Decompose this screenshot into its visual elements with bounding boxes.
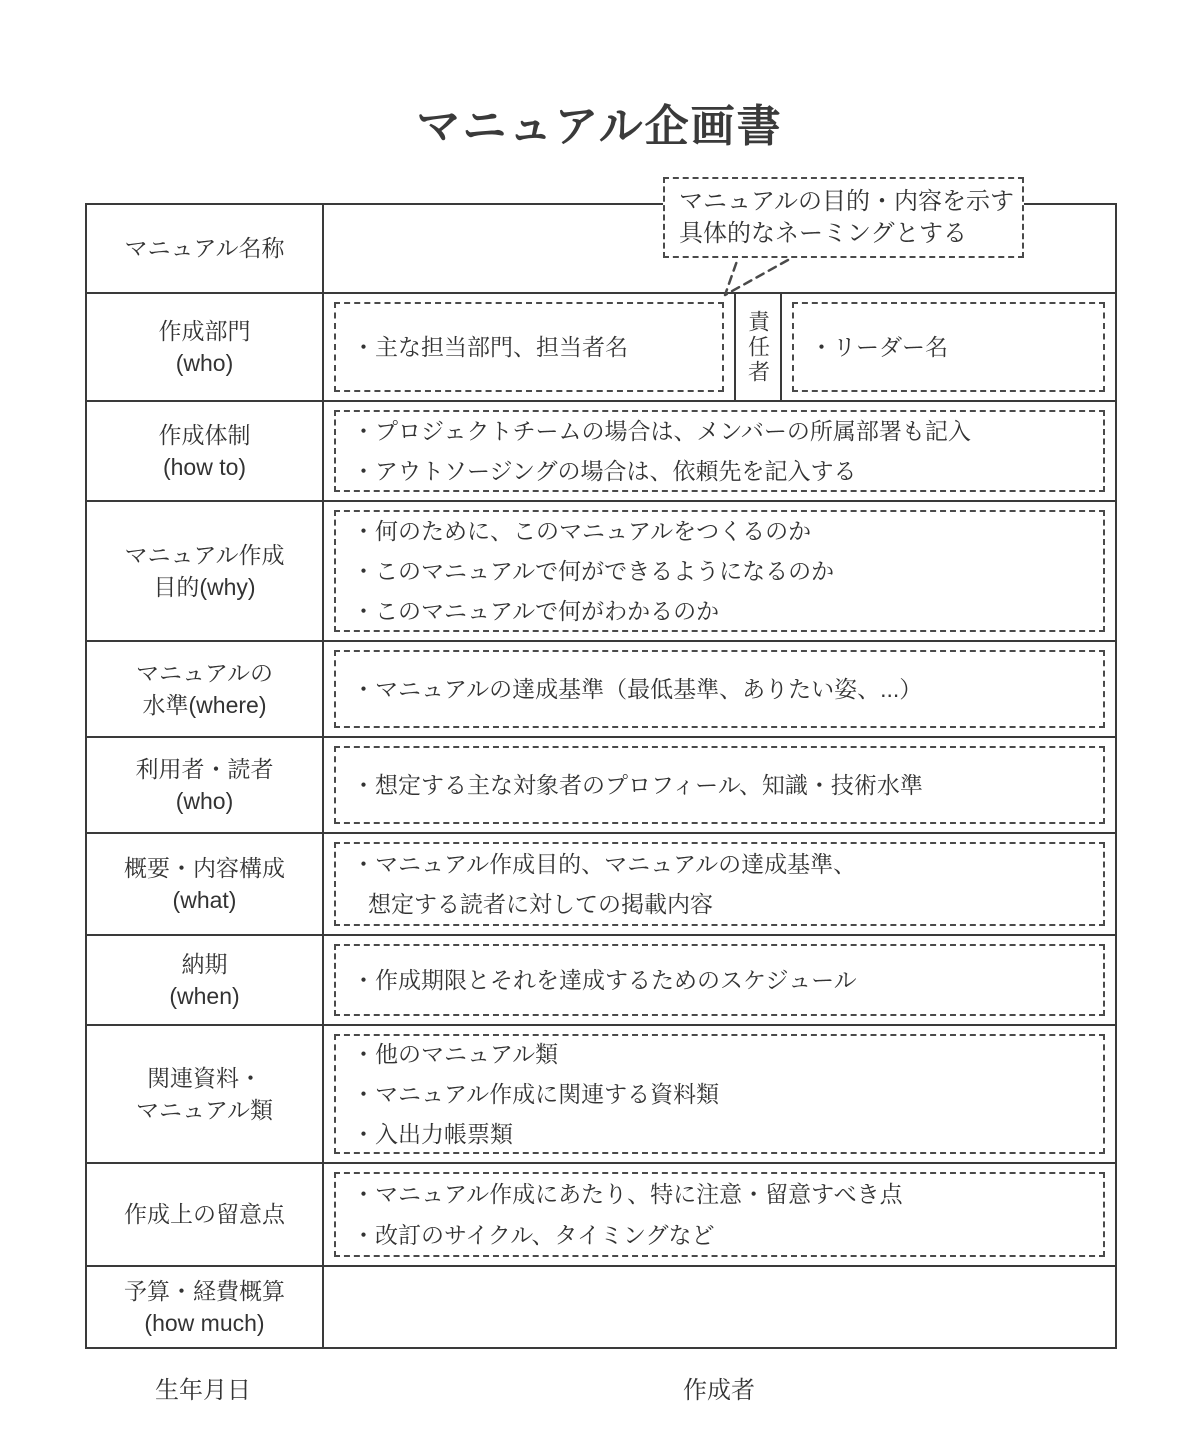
label-line: 予算・経費概算 <box>124 1277 285 1304</box>
label-line: 作成体制 <box>158 421 251 448</box>
label-line: 水準(where) <box>142 692 267 718</box>
box-line: ・このマニュアルで何ができるようになるのか <box>352 557 835 584</box>
row-readers <box>87 736 1115 832</box>
structure-content-cell <box>324 402 1115 500</box>
label-line: (who) <box>175 788 234 814</box>
callout-tail-icon <box>700 256 800 302</box>
related-materials-hint-box <box>334 1034 1105 1154</box>
box-line: ・何のために、このマニュアルをつくるのか <box>352 517 812 544</box>
label-level <box>87 642 324 736</box>
box-line: 想定する読者に対しての掲載内容 <box>368 891 713 917</box>
label-purpose <box>87 502 324 640</box>
planning-table <box>85 203 1117 1349</box>
page-title: マニュアル企画書 <box>416 102 783 151</box>
label-deadline <box>87 936 324 1024</box>
row-level <box>87 640 1115 736</box>
related-materials-content-cell <box>324 1026 1115 1162</box>
label-manual-name <box>87 205 324 292</box>
box-line: ・マニュアル作成目的、マニュアルの達成基準、 <box>352 850 857 877</box>
readers-hint-box <box>334 746 1105 824</box>
label-line: 作成上の留意点 <box>124 1201 285 1228</box>
row-related-materials <box>87 1024 1115 1162</box>
row-purpose <box>87 500 1115 640</box>
readers-content-cell <box>324 738 1115 832</box>
label-line: 利用者・読者 <box>135 755 274 782</box>
callout-text-line: マニュアルの目的・内容を示す <box>679 187 1015 215</box>
box-line: ・入出力帳票類 <box>352 1121 513 1148</box>
responsible-label: 責任者 <box>745 309 771 385</box>
label-line: 納期 <box>181 950 228 977</box>
callout-note <box>663 177 1024 258</box>
purpose-hint-box <box>334 510 1105 632</box>
label-line: 作成部門 <box>158 317 251 344</box>
label-line: 目的(why) <box>153 574 256 600</box>
box-line: ・作成期限とそれを達成するためのスケジュール <box>352 966 857 993</box>
label-line: (who) <box>175 350 234 376</box>
footer-birthdate-label: 生年月日 <box>155 1377 251 1404</box>
box-line: ・リーダー名 <box>810 333 948 360</box>
department-content-cell <box>324 294 1115 400</box>
label-line: 関連資料・ <box>147 1064 262 1091</box>
notes-hint-box <box>334 1172 1105 1257</box>
box-line: ・マニュアルの達成基準（最低基準、ありたい姿、...） <box>352 675 923 702</box>
deadline-hint-box <box>334 944 1105 1016</box>
department-hint-box <box>334 302 724 392</box>
responsible-subcell <box>734 294 782 400</box>
label-line: マニュアルの <box>135 659 274 686</box>
label-line: (when) <box>169 983 240 1009</box>
row-structure <box>87 400 1115 500</box>
box-line: ・このマニュアルで何がわかるのか <box>352 598 720 625</box>
label-line: (how to) <box>162 454 247 480</box>
label-budget <box>87 1267 324 1347</box>
box-line: ・改訂のサイクル、タイミングなど <box>352 1221 715 1248</box>
row-deadline <box>87 934 1115 1024</box>
label-line: マニュアル名称 <box>124 235 285 262</box>
footer-author-label: 作成者 <box>683 1377 755 1404</box>
label-readers <box>87 738 324 832</box>
box-line: ・プロジェクトチームの場合は、メンバーの所属部署も記入 <box>352 417 971 444</box>
structure-hint-box <box>334 410 1105 492</box>
box-line: ・想定する主な対象者のプロフィール、知識・技術水準 <box>352 771 923 798</box>
leader-hint-box <box>792 302 1105 392</box>
row-department <box>87 292 1115 400</box>
box-line: ・マニュアル作成に関連する資料類 <box>352 1080 720 1107</box>
label-line: マニュアル作成 <box>124 541 285 568</box>
label-related-materials <box>87 1026 324 1162</box>
row-budget <box>87 1265 1115 1347</box>
purpose-content-cell <box>324 502 1115 640</box>
label-line: マニュアル類 <box>135 1097 274 1123</box>
label-department <box>87 294 324 400</box>
department-box-wrap <box>324 294 734 400</box>
overview-content-cell <box>324 834 1115 934</box>
label-notes <box>87 1164 324 1265</box>
notes-content-cell <box>324 1164 1115 1265</box>
label-line: (what) <box>172 887 237 913</box>
label-structure <box>87 402 324 500</box>
row-overview <box>87 832 1115 934</box>
box-line: ・マニュアル作成にあたり、特に注意・留意すべき点 <box>352 1181 903 1208</box>
level-hint-box <box>334 650 1105 728</box>
budget-value-cell <box>324 1267 1115 1347</box>
row-notes <box>87 1162 1115 1265</box>
label-line: 概要・内容構成 <box>124 854 285 881</box>
label-overview <box>87 834 324 934</box>
level-content-cell <box>324 642 1115 736</box>
overview-hint-box <box>334 842 1105 926</box>
box-line: ・アウトソージングの場合は、依頼先を記入する <box>352 458 857 484</box>
box-line: ・主な担当部門、担当者名 <box>352 333 628 360</box>
callout-text-line: 具体的なネーミングとする <box>679 219 967 247</box>
leader-box-wrap <box>782 294 1115 400</box>
label-line: (how much) <box>144 1310 265 1336</box>
box-line: ・他のマニュアル類 <box>352 1040 559 1067</box>
deadline-content-cell <box>324 936 1115 1024</box>
